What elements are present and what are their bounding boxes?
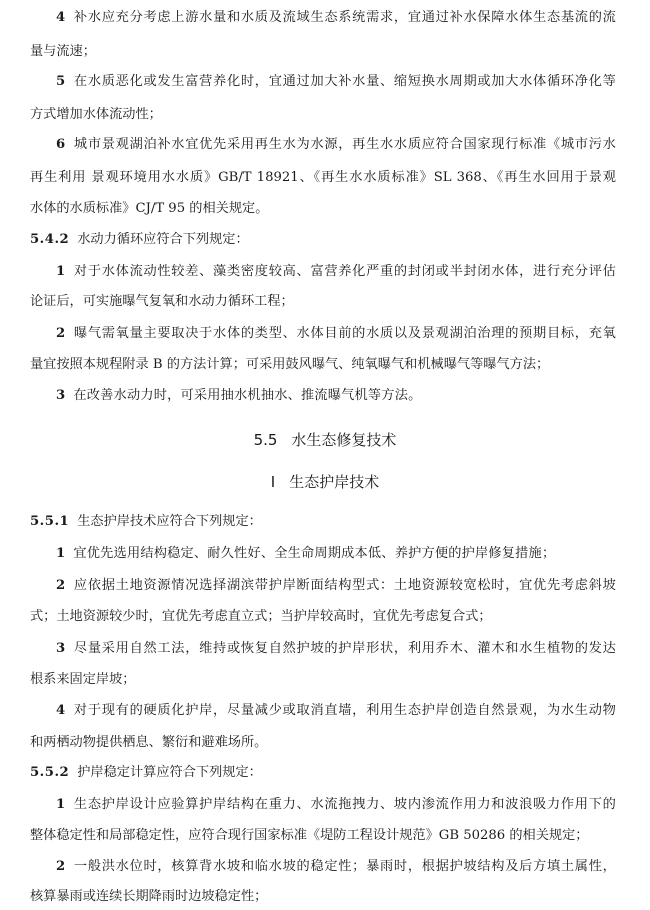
item-text: 补水应充分考虑上游水量和水质及流域生态系统需求，宜通过补水保障水体生态基流的流 — [73, 10, 616, 25]
item-text: 量与流速； — [30, 44, 96, 59]
subsection-heading — [0, 472, 650, 492]
list-item-continuation — [30, 734, 616, 752]
item-text: 生态护岸设计应验算护岸结构在重力、水流拖拽力、坡内渗流作用力和波浪吸力作用下的 — [73, 797, 616, 812]
item-text: 一般洪水位时，核算背水坡和临水坡的稳定性；暴雨时，根据护坡结构及后方填土属性， — [73, 859, 616, 874]
item-text: 核算暴雨或连续长期降雨时边坡稳定性； — [30, 889, 268, 904]
item-number: 2 — [56, 326, 66, 341]
item-text: 对于现有的硬质化护岸，尽量减少或取消直墙，利用生态护岸创造自然景观，为水生动物 — [73, 703, 616, 718]
list-item-continuation — [30, 106, 616, 124]
item-number: 2 — [56, 859, 66, 874]
list-item-continuation — [30, 169, 616, 187]
list-item — [56, 387, 616, 405]
section-title: 水生态修复技术 — [291, 431, 397, 449]
item-number: 1 — [56, 264, 66, 279]
item-text: 在水质恶化或发生富营养化时，宜通过加大补水量、缩短换水周期或加大水体循环净化等 — [73, 74, 616, 89]
clause-text: 护岸稳定计算应符合下列规定： — [77, 765, 262, 780]
list-item-continuation — [30, 43, 616, 61]
list-item — [56, 545, 616, 563]
list-item-continuation — [30, 293, 616, 311]
list-item-continuation — [30, 827, 616, 845]
item-text: 式；土地资源较少时，宜优先考虑直立式；当护岸较高时，宜优先考虑复合式； — [30, 609, 492, 624]
list-item — [56, 577, 616, 595]
item-text: 方式增加水体流动性； — [30, 107, 162, 122]
list-item — [56, 9, 616, 27]
item-number: 3 — [56, 388, 66, 403]
item-number: 1 — [56, 797, 66, 812]
item-text: 城市景观湖泊补水宜优先采用再生水为水源，再生水水质应符合国家现行标准《城市污水 — [73, 137, 616, 152]
clause-text: 生态护岸技术应符合下列规定： — [77, 514, 262, 529]
subsection-number: I — [270, 473, 276, 491]
list-item-continuation — [30, 200, 616, 218]
clause-heading — [30, 231, 650, 249]
subsection-title: 生态护岸技术 — [289, 473, 380, 491]
item-number: 1 — [56, 546, 66, 561]
clause-heading — [30, 764, 650, 782]
item-text: 和两栖动物提供栖息、繁衍和避难场所。 — [30, 735, 268, 750]
item-text: 论证后，可实施曝气复氧和水动力循环工程； — [30, 294, 294, 309]
item-text: 再生利用 景观环境用水水质》GB/T 18921、《再生水水质标准》SL 368、《再生水回用于景观 — [30, 170, 616, 185]
item-text: 对于水体流动性较差、藻类密度较高、富营养化严重的封闭或半封闭水体，进行充分评估 — [73, 264, 616, 279]
list-item-continuation — [30, 608, 616, 626]
item-number: 4 — [56, 703, 66, 718]
list-item-continuation — [30, 888, 616, 906]
item-text: 宜优先选用结构稳定、耐久性好、全生命周期成本低、养护方便的护岸修复措施； — [73, 546, 556, 561]
item-text: 应依据土地资源情况选择湖滨带护岸断面结构型式：土地资源较宽松时，宜优先考虑斜坡 — [73, 578, 616, 593]
item-text: 尽量采用自然工法，维持或恢复自然护坡的护岸形状，利用乔木、灌木和水生植物的发达 — [73, 641, 616, 656]
item-number: 6 — [56, 137, 66, 152]
item-text: 量宜按照本规程附录 B 的方法计算；可采用鼓风曝气、纯氧曝气和机械曝气等曝气方法； — [30, 357, 550, 372]
item-text: 曝气需氧量主要取决于水体的类型、水体目前的水质以及景观湖泊治理的预期目标，充氧 — [73, 326, 616, 341]
item-text: 整体稳定性和局部稳定性，应符合现行国家标准《堤防工程设计规范》GB 50286 的相关规定； — [30, 828, 589, 843]
list-item — [56, 73, 616, 91]
list-item — [56, 640, 616, 658]
section-number: 5.5 — [253, 431, 278, 449]
list-item — [56, 796, 616, 814]
item-text: 在改善水动力时，可采用抽水机抽水、推流曝气机等方法。 — [73, 388, 422, 403]
clause-number: 5.5.2 — [30, 765, 70, 780]
list-item — [56, 702, 616, 720]
item-number: 3 — [56, 641, 66, 656]
item-number: 5 — [56, 74, 66, 89]
clause-text: 水动力循环应符合下列规定： — [77, 232, 249, 247]
list-item — [56, 325, 616, 343]
list-item-continuation — [30, 671, 616, 689]
item-text: 根系来固定岸坡； — [30, 672, 136, 687]
item-text: 水体的水质标准》CJ/T 95 的相关规定。 — [30, 201, 269, 216]
item-number: 2 — [56, 578, 66, 593]
list-item — [56, 263, 616, 281]
clause-number: 5.4.2 — [30, 232, 70, 247]
item-number: 4 — [56, 10, 66, 25]
clause-number: 5.5.1 — [30, 514, 70, 529]
section-heading — [0, 430, 650, 450]
list-item — [56, 136, 616, 154]
list-item — [56, 858, 616, 876]
clause-heading — [30, 513, 650, 531]
list-item-continuation — [30, 356, 616, 374]
